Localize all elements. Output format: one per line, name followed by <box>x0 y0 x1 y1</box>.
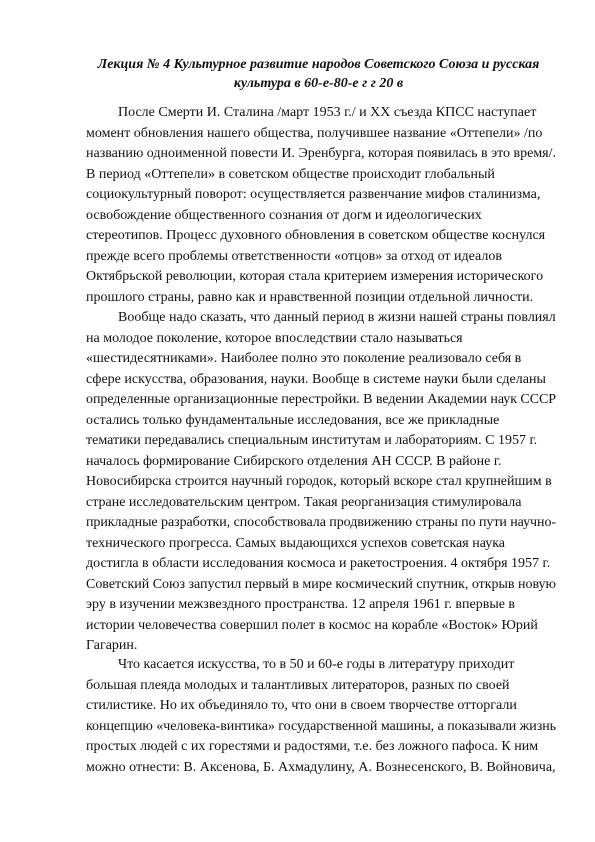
paragraph-line: социокультурный поворот: осуществляется развенчание мифов сталинизма, <box>86 187 541 202</box>
paragraph-line: технического прогресса. Самых выдающихся успехов советская наука <box>86 535 506 551</box>
lecture-title <box>86 55 551 93</box>
paragraph-line: концепцию «человека-винтика» государственной машины, а показывали жизнь <box>86 718 556 734</box>
paragraph-line: стилистике. Но их объединяло то, что они в своем творчестве отторгали <box>86 698 517 713</box>
paragraph-line: освобождение общественного сознания от догм и идеологических <box>86 207 482 223</box>
paragraph-line: Гагарин. <box>86 638 138 653</box>
paragraph-line: стране исследовательским центром. Такая реорганизация стимулировала <box>86 494 522 510</box>
paragraph-line: Новосибирска строится научный городок, который вскоре стал крупнейшим в <box>86 474 552 489</box>
paragraph-line: остались только фундаментальные исследования, все же прикладные <box>86 412 500 428</box>
title-line-2: культура в 60-е-80-е г г 20 в <box>233 76 404 91</box>
paragraph-line: истории человечества совершил полет в космос на корабле «Восток» Юрий <box>86 617 538 633</box>
paragraph-2 <box>86 308 556 657</box>
paragraph-line: Вообще надо сказать, что данный период в жизни нашей страны повлиял <box>118 310 556 325</box>
paragraph-line: После Смерти И. Сталина /март 1953 г./ и XX съезда КПСС наступает <box>118 105 537 120</box>
paragraph-line: простых людей с их горестями и радостями, т.е. без ложного пафоса. К ним <box>86 739 539 754</box>
paragraph-line: стереотипов. Процесс духовного обновления в советском обществе коснулся <box>86 228 546 243</box>
paragraph-line: названию одноименной повести И. Эренбурга, которая появилась в это время/. <box>86 146 556 161</box>
paragraph-line: сфере искусства, образования, науки. Вообще в системе науки были сделаны <box>86 371 546 387</box>
paragraph-line: прошлого страны, равно как и нравственной позиции отдельной личности. <box>86 289 534 305</box>
paragraph-3 <box>86 655 556 778</box>
paragraph-line: В период «Оттепели» в советском обществе происходит глобальный <box>86 166 495 182</box>
paragraph-line: тематики передавались специальным институтам и лабораториям. С 1957 г. <box>86 433 538 448</box>
paragraph-line: достигла в области исследования космоса и ракетостроения. 4 октября 1957 г. <box>86 556 551 571</box>
title-line-1: Лекция № 4 Культурное развитие народов Советского Союза и русская <box>97 57 540 72</box>
paragraph-line: определенные организационные перестройки. В ведении Академии наук СССР <box>86 392 556 407</box>
paragraph-line: эру в изучении межзвездного пространства. 12 апреля 1961 г. впервые в <box>86 597 516 612</box>
paragraph-line: Советский Союз запустил первый в мире космический спутник, открыв новую <box>86 576 556 592</box>
paragraph-1 <box>86 103 556 308</box>
paragraph-line: «шестидесятниками». Наиболее полно это поколение реализовало себя в <box>86 351 522 366</box>
paragraph-line: Октябрьской революции, которая стала критерием измерения исторического <box>86 269 544 284</box>
paragraph-line: началось формирование Сибирского отделения АН СССР. В районе г. <box>86 453 502 469</box>
paragraph-line: момент обновления нашего общества, получившее название «Оттепели» /по <box>86 125 543 141</box>
paragraph-line: прикладные разработки, способствовала продвижению страны по пути научно- <box>86 515 556 530</box>
paragraph-line: можно отнести: В. Аксенова, Б. Ахмадулину, А. Вознесенского, В. Войновича, <box>86 759 556 775</box>
paragraph-line: Что касается искусства, то в 50 и 60-е годы в литературу приходит <box>118 657 515 672</box>
paragraph-line: прежде всего проблемы ответственности «отцов» за отход от идеалов <box>86 248 502 264</box>
paragraph-line: большая плеяда молодых и талантливых литераторов, разных по своей <box>86 677 510 693</box>
paragraph-line: на молодое поколение, которое впоследствии стало называться <box>86 330 463 346</box>
